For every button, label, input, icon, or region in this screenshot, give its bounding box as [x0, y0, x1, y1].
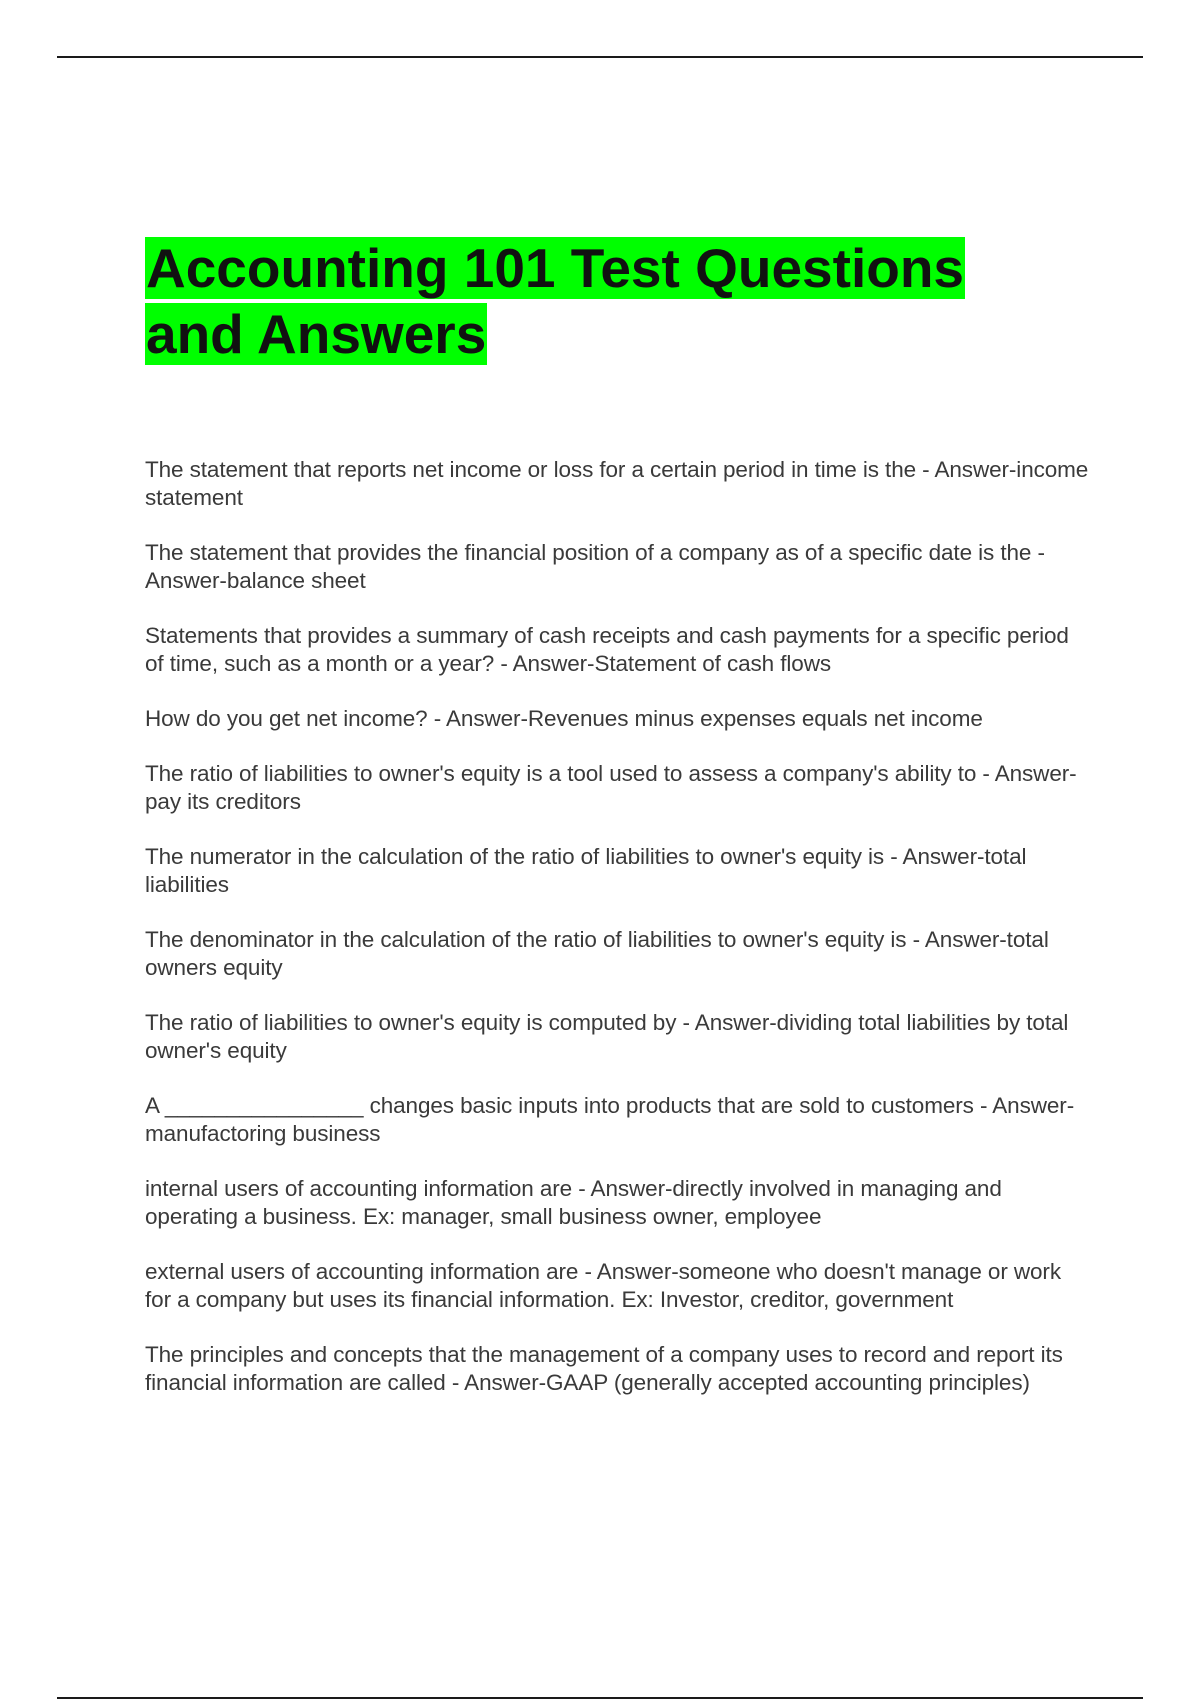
- qa-item: How do you get net income? - Answer-Revenues minus expenses equals net income: [145, 706, 983, 731]
- qa-item: The denominator in the calculation of the ratio of liabilities to owner's equity is - Answer-total owners equity: [145, 927, 1049, 980]
- document-title-text: Accounting 101 Test Questions and Answers: [146, 237, 965, 365]
- qa-item: The ratio of liabilities to owner's equity is computed by - Answer-dividing total liabilities by total owner's equity: [145, 1010, 1069, 1063]
- qa-list: [145, 456, 1090, 1424]
- top-rule: [57, 56, 1143, 58]
- qa-item: The ratio of liabilities to owner's equity is a tool used to assess a company's ability to - Answer-pay its creditors: [145, 761, 1077, 814]
- qa-item: The statement that reports net income or loss for a certain period in time is the - Answer-income statement: [145, 457, 1089, 510]
- document-title: [145, 235, 1045, 367]
- qa-item: A ________________ changes basic inputs into products that are sold to customers - Answer-manufactoring business: [145, 1093, 1075, 1146]
- qa-item: internal users of accounting information are - Answer-directly involved in managing and operating a business. Ex: manager, small business owner, employee: [145, 1176, 1002, 1229]
- qa-item: external users of accounting information are - Answer-someone who doesn't manage or work for a company but uses its financial information. Ex: Investor, creditor, government: [145, 1259, 1061, 1312]
- qa-item: The statement that provides the financial position of a company as of a specific date is the - Answer-balance sheet: [145, 540, 1045, 593]
- qa-item: The principles and concepts that the management of a company uses to record and report its financial information are called - Answer-GAAP (generally accepted accounting principles): [145, 1342, 1063, 1395]
- qa-item: The numerator in the calculation of the ratio of liabilities to owner's equity is - Answer-total liabilities: [145, 844, 1027, 897]
- qa-item: Statements that provides a summary of cash receipts and cash payments for a specific period of time, such as a month or a year? - Answer-Statement of cash flows: [145, 623, 1069, 676]
- bottom-rule: [57, 1697, 1143, 1699]
